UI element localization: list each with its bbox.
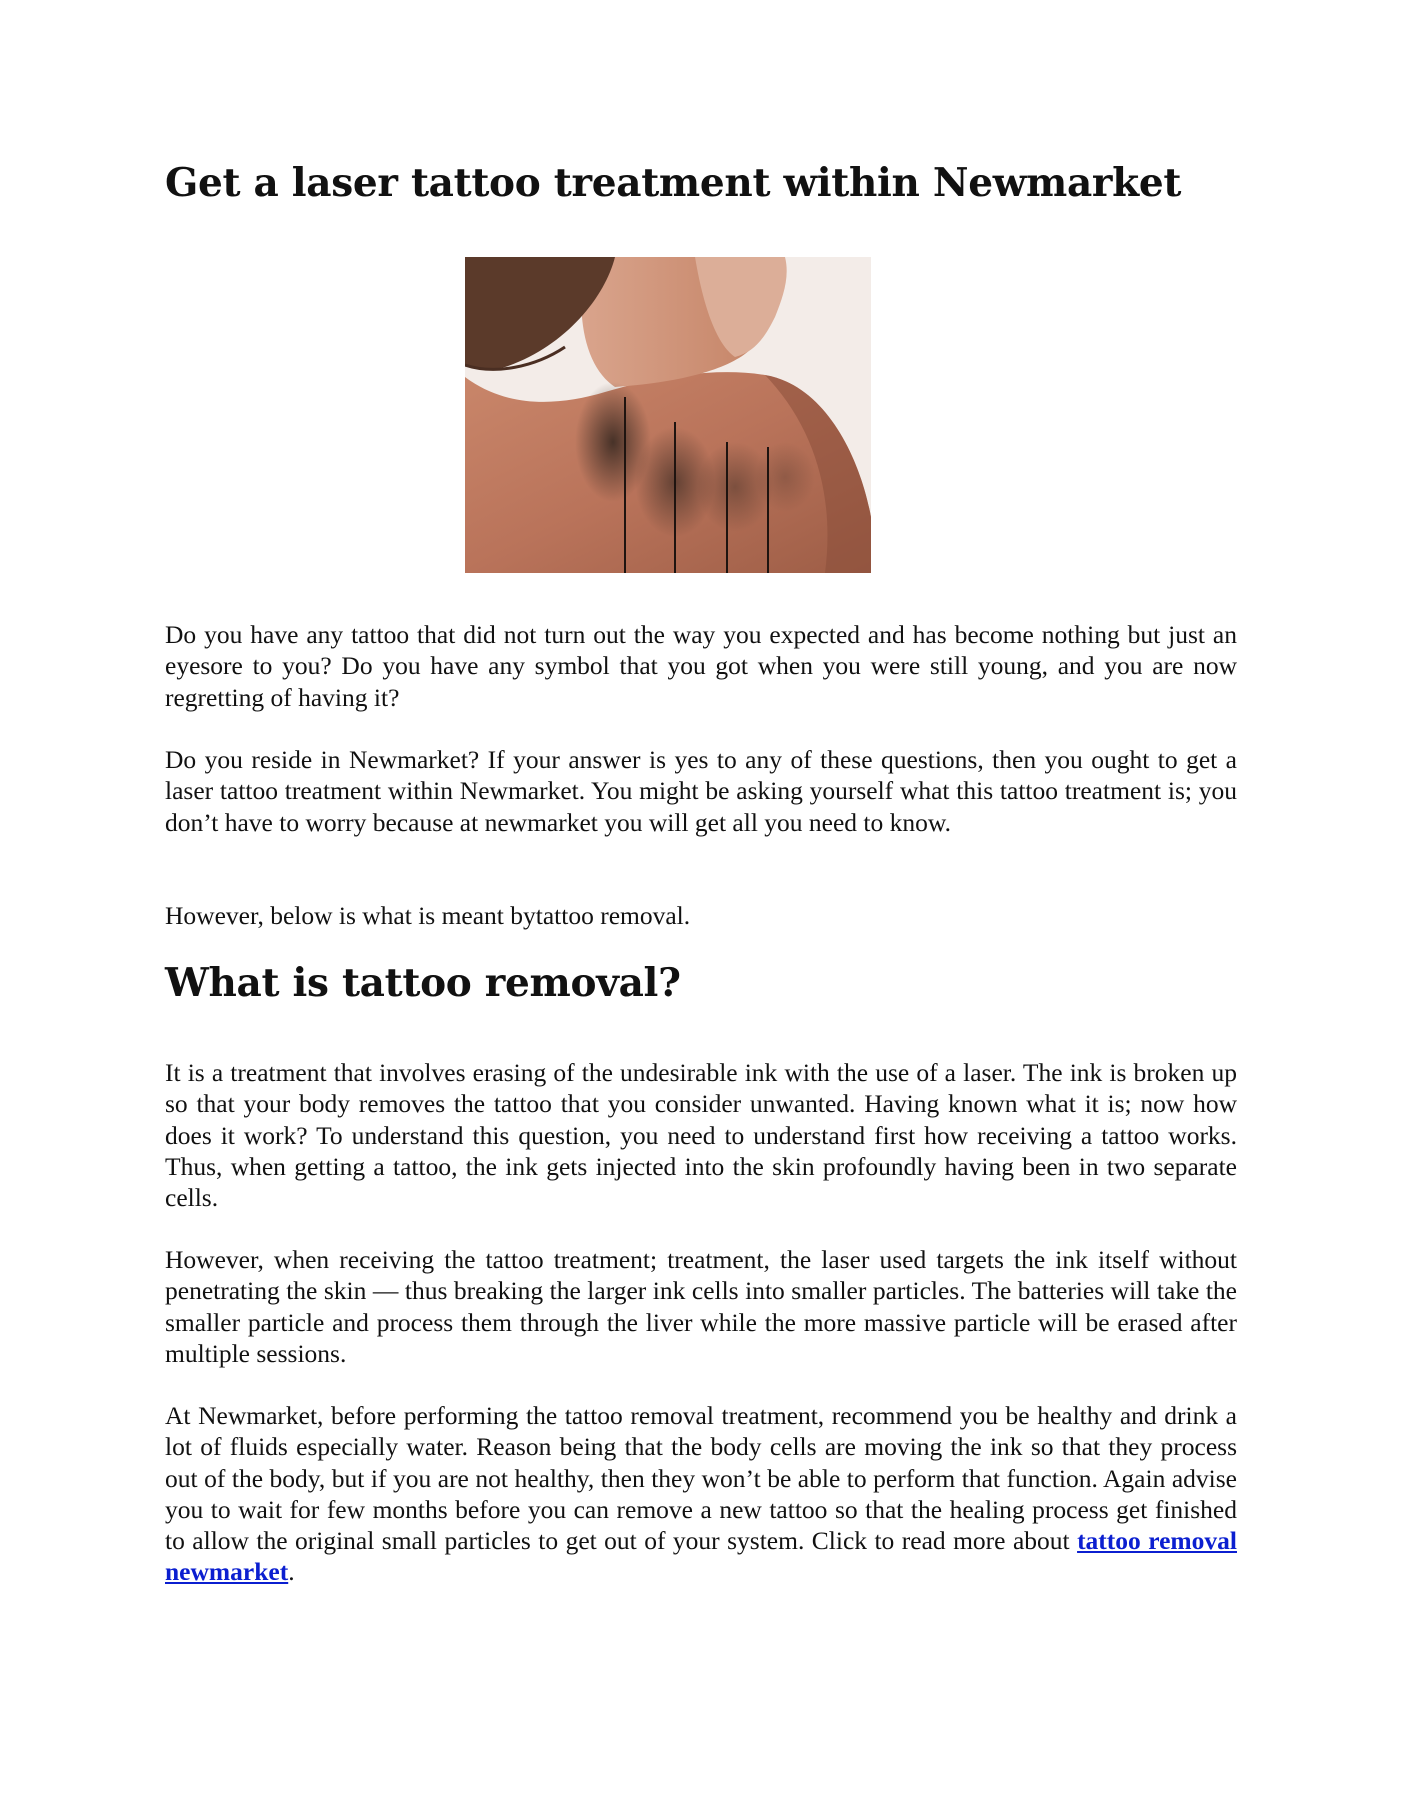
intro-paragraph-3: However, below is what is meant bytattoo removal. — [165, 901, 691, 930]
body-paragraph-3 — [165, 1400, 1237, 1588]
section-heading: What is tattoo removal? — [165, 960, 681, 1006]
page-title: Get a laser tattoo treatment within Newmarket — [165, 160, 1182, 206]
body-paragraph-1: It is a treatment that involves erasing of the undesirable ink with the use of a laser. The ink is broken up so that your body removes the tattoo that you consider unwanted. Having known what it is; now how does it work? To understand this question, you need to understand first how receiving a tattoo works. Thus, when getting a tattoo, the ink gets injected into the skin profoundly having been in two separate cells. — [165, 1058, 1237, 1213]
body-paragraph-3-text: At Newmarket, before performing the tattoo removal treatment, recommend you be healthy and drink a lot of fluids especially water. Reason being that the body cells are moving the ink so that they process out of the body, but if you are not healthy, then they won’t be able to perform that function. Again advise you to wait for few months before you can remove a new tattoo so that the healing process get finished to allow the original small particles to get out of your system. Click to read more about — [165, 1401, 1237, 1556]
tattoo-removal-newmarket-link[interactable]: tattoo removal newmarket — [165, 1526, 1237, 1587]
intro-paragraph-2: Do you reside in Newmarket? If your answer is yes to any of these questions, then you ought to get a laser tattoo treatment within Newmarket. You might be asking yourself what this tattoo treatment is; you don’t have to worry because at newmarket you will get all you need to know. — [165, 745, 1237, 837]
body-paragraph-2: However, when receiving the tattoo treatment; treatment, the laser used targets the ink itself without penetrating the skin — thus breaking the larger ink cells into smaller particles. The batteries will take the smaller particle and process them through the liver while the more massive particle will be erased after multiple sessions. — [165, 1245, 1237, 1368]
intro-paragraph-1: Do you have any tattoo that did not turn out the way you expected and has become nothing but just an eyesore to you? Do you have any symbol that you got when you were still young, and you are now regretting of having it? — [165, 620, 1237, 712]
tattoo-removal-photo — [465, 257, 871, 573]
body-paragraph-3-end: . — [288, 1557, 295, 1587]
